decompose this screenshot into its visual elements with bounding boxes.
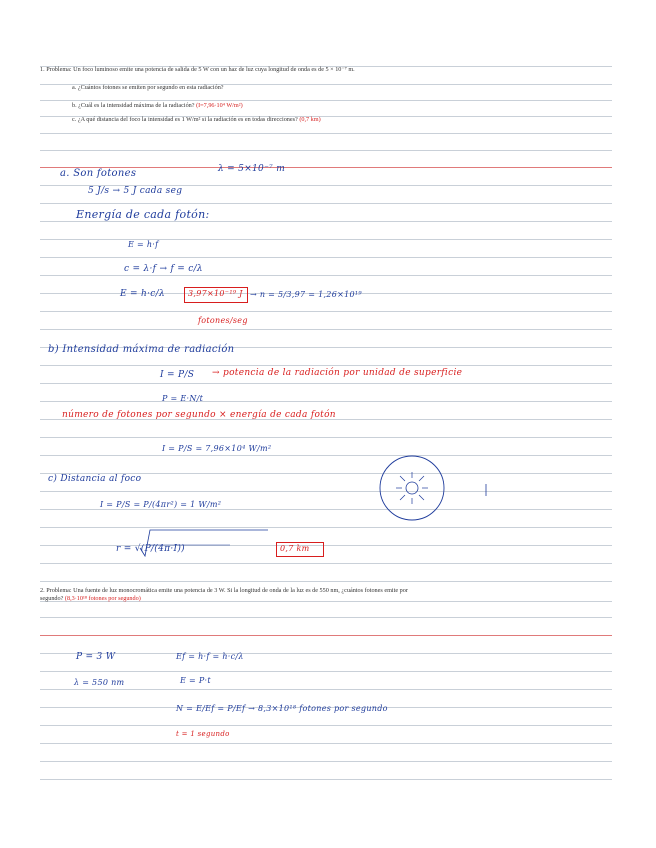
hw-1b-heading: b) Intensidad máxima de radiación	[48, 344, 235, 355]
hw-c1: I = P/S = P/(4πr²) = 1 W/m²	[100, 500, 222, 509]
problem-1-item-b: b. ¿Cuál es la intensidad máxima de la radiación? (I=7,96·10⁴ W/m²)	[72, 102, 243, 109]
problem-2-answer: (8,3·10¹⁸ fotones por segundo)	[64, 595, 141, 602]
hw-lambda: λ = 5×10⁻⁷ m	[218, 164, 286, 174]
hw-e3: E = h·c/λ	[120, 289, 165, 299]
hw-power: 5 J/s → 5 J cada seg	[88, 186, 183, 196]
answer-b: (I=7,96·10⁴ W/m²)	[196, 102, 243, 109]
hw-p2-power: P = 3 W	[76, 652, 116, 662]
hw-e1: E = h·f	[128, 240, 159, 249]
hw-1a-heading: a. Son fotones	[60, 168, 137, 179]
problem-1-number: 1.	[40, 66, 45, 73]
hw-b1-red: → potencia de la radiación por unidad de superficie	[212, 368, 463, 378]
hw-e2: c = λ·f → f = c/λ	[124, 264, 203, 274]
hw-e3-rest: → n = 5/3,97 = 1,26×10¹⁹	[250, 290, 362, 299]
hw-c2-answer-box: 0,7 km	[276, 542, 324, 557]
problem-2-intro: Problema: Una fuente de luz monocromática emite una potencia de 3 W. Si la longitud de onda de la luz es de 550 nm, ¿cuántos fotones emite por segundo?	[40, 587, 408, 602]
problem-1-intro: Problema: Un foco luminoso emite una potencia de salida de 5 W con un haz de luz cuya longitud de onda es de 5 × 10⁻⁷ m.	[46, 66, 355, 73]
hw-p2-lambda: λ = 550 nm	[74, 678, 125, 687]
hw-p2-red: t = 1 segundo	[176, 730, 230, 738]
problem-1-item-c: c. ¿A qué distancia del foco la intensidad es 1 W/m² si la radiación es en todas direcciones? (0,7 km)	[72, 116, 321, 123]
hw-e3-answer-box: 3,97×10⁻¹⁹ J	[184, 287, 248, 303]
hw-b2-red: número de fotones por segundo × energía de cada fotón	[62, 410, 336, 420]
hw-energia: Energía de cada fotón:	[76, 208, 210, 221]
answer-c: (0,7 km)	[299, 116, 321, 123]
hw-p2-e: E = P·t	[180, 676, 211, 685]
hw-p2-ef: Ef = h·f = h·c/λ	[176, 652, 244, 661]
problem-2-statement	[40, 587, 412, 603]
hw-note: fotones/seg	[198, 316, 248, 325]
hw-c2: r = √(P/(4π·I))	[116, 544, 185, 554]
hw-b3: I = P/S = 7,96×10⁴ W/m²	[162, 444, 272, 453]
hw-b2: P = E·N/t	[162, 394, 204, 403]
problem-1-item-a: a. ¿Cuántos fotones se emiten por segundo en esta radiación?	[72, 84, 224, 91]
hw-b1: I = P/S	[160, 370, 195, 380]
hw-p2-n: N = E/Ef = P/Ef → 8,3×10¹⁸ fotones por segundo	[176, 704, 388, 713]
problem-2-number: 2.	[40, 587, 45, 594]
hw-1c-heading: c) Distancia al foco	[48, 474, 142, 484]
